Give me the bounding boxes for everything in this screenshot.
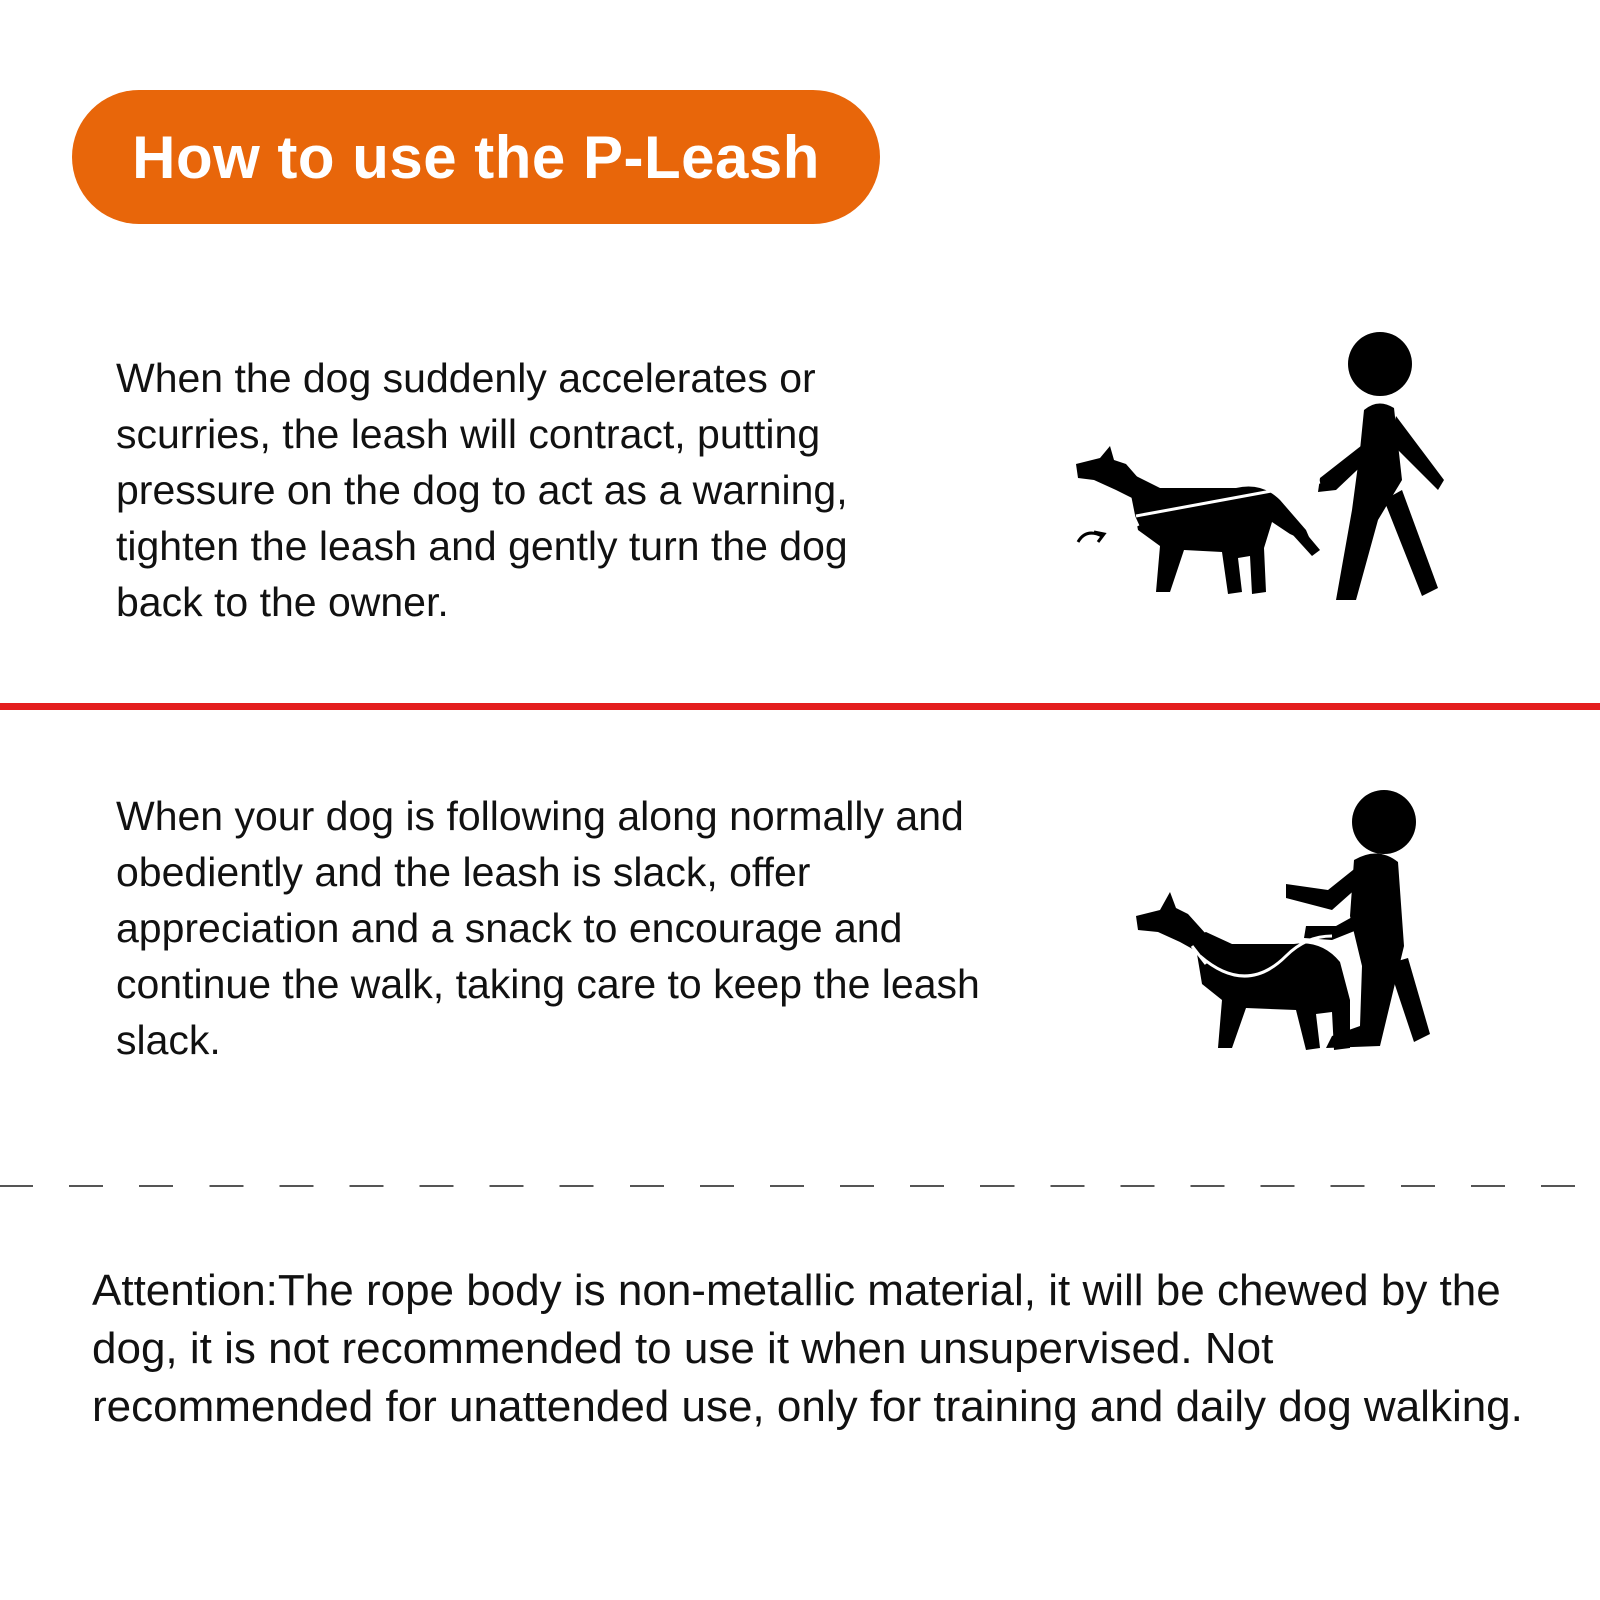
person-walking-dog-tight-leash-icon [1066,330,1486,630]
attention-note: Attention:The rope body is non-metallic material, it will be chewed by the dog, it is not recommended to use it when unsupervised. Not recommended for unattended use, only for training and daily dog walking. [92,1266,1523,1431]
instruction-text-slack-leash: When your dog is following along normally and obediently and the leash is slack, offer appreciation and a snack to encourage and continue the walk, taking care to keep the leash slack. [116,793,980,1063]
page-title: How to use the P-Leash [132,123,820,191]
section-divider [0,703,1600,710]
person-walking-dog-slack-leash-icon [1136,786,1476,1076]
title-banner [72,90,880,224]
dashed-divider [0,1185,1600,1187]
instruction-text-tight-leash: When the dog suddenly accelerates or scurries, the leash will contract, putting pressure on the dog to act as a warning, tighten the leash and gently turn the dog back to the owner. [116,355,848,625]
